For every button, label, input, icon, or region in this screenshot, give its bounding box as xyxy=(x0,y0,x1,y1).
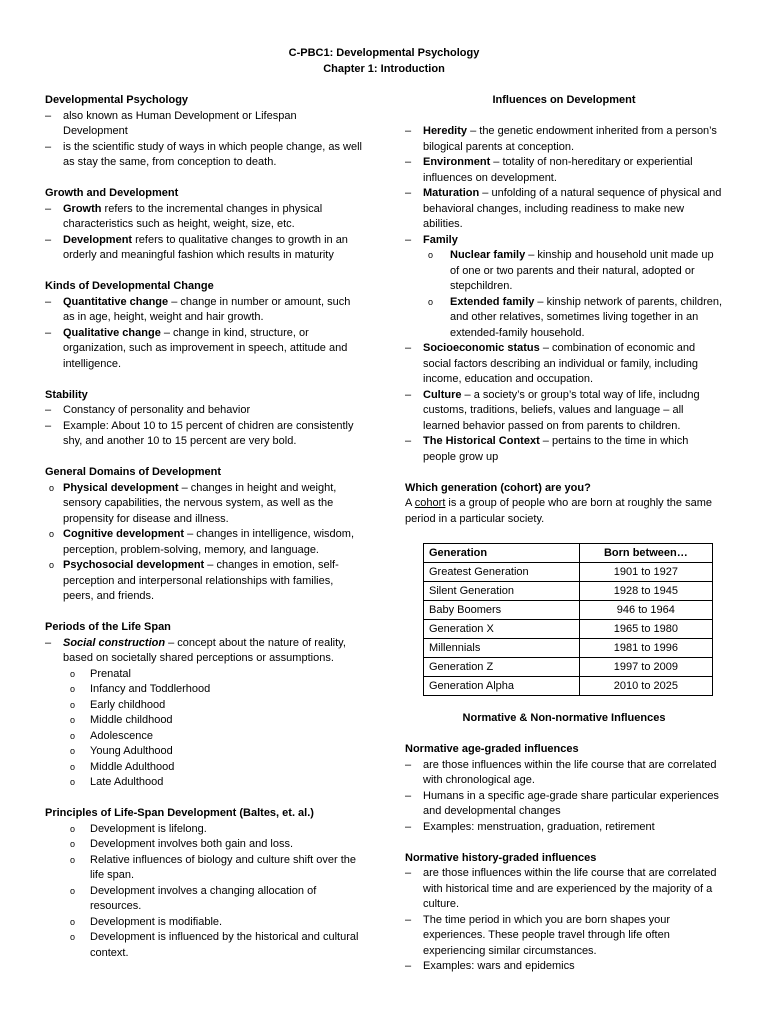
term: Culture xyxy=(423,388,462,401)
principle-item: o Development involves a changing allocation of resources. xyxy=(45,884,363,915)
section-cohort xyxy=(405,481,723,528)
table-header-row xyxy=(424,543,713,562)
cell-generation: Generation X xyxy=(424,619,580,638)
cohort-post: is a group of people who are born at roughly the same period in a particular society. xyxy=(405,497,712,525)
term: Extended family xyxy=(450,295,535,308)
section-developmental-psychology xyxy=(45,93,363,171)
definition: – changes in height and weight, sensory capabilities, the nervous system, as well as the propensity for disease and illness. xyxy=(63,481,337,525)
section-heading: Normative history-graded influences xyxy=(405,851,597,864)
definition: – unfolding of a natural sequence of physical and behavioral changes, including readiness to make new abilities. xyxy=(423,187,722,230)
list-item xyxy=(45,558,363,605)
table-row xyxy=(424,581,713,600)
principle-item: o Development is influenced by the historical and cultural context. xyxy=(45,930,363,961)
section-influences xyxy=(405,93,723,465)
cell-generation: Generation Z xyxy=(424,657,580,676)
list-item xyxy=(45,233,363,264)
section-history-graded xyxy=(405,851,723,975)
period-item: o Middle childhood xyxy=(45,713,363,729)
list-item xyxy=(45,527,363,558)
table-row xyxy=(424,600,713,619)
section-heading: Which generation (cohort) are you? xyxy=(405,481,591,494)
principle-item: o Development is modifiable. xyxy=(45,915,363,931)
definition: – changes in emotion, self-perception and interpersonal relationships with families, peers, and friends. xyxy=(63,559,339,602)
cell-years: 1997 to 2009 xyxy=(579,657,712,676)
definition: – totality of non-hereditary or experiential influences on development. xyxy=(423,156,693,184)
list-item xyxy=(405,155,723,186)
term: Qualitative change xyxy=(63,326,161,339)
term: Physical development xyxy=(63,481,179,494)
cell-years: 2010 to 2025 xyxy=(579,676,712,695)
cohort-term: cohort xyxy=(414,497,446,509)
term: Nuclear family xyxy=(450,249,526,261)
document-title: C-PBC1: Developmental Psychology xyxy=(288,47,480,59)
section-heading: Normative age-graded influences xyxy=(405,743,579,755)
list-item xyxy=(405,388,723,435)
definition: – pertains to the time in which people grow up xyxy=(423,435,689,463)
column-header: Born between… xyxy=(579,543,712,562)
section-heading: General Domains of Development xyxy=(45,466,222,478)
section-normative xyxy=(405,711,723,727)
section-domains xyxy=(45,465,363,605)
definition: refers to the incremental changes in physical characteristics such as height, weight, size, etc. xyxy=(63,202,323,230)
right-column xyxy=(405,93,723,990)
section-periods xyxy=(45,620,363,791)
term: Development xyxy=(63,233,133,246)
list-item: – are those influences within the life course that are correlated with chronological age. xyxy=(405,758,723,789)
table-row xyxy=(424,657,713,676)
list-item: – Examples: wars and epidemics xyxy=(405,959,723,975)
cell-generation: Greatest Generation xyxy=(424,562,580,581)
period-item: o Early childhood xyxy=(45,698,363,714)
generation-table xyxy=(423,543,713,696)
section-heading: Growth and Development xyxy=(45,187,179,199)
term: Socioeconomic status xyxy=(423,342,540,354)
list-item xyxy=(405,186,723,233)
list-item xyxy=(45,202,363,233)
term: Cognitive development xyxy=(63,528,185,540)
list-item xyxy=(45,295,363,326)
period-item: o Late Adulthood xyxy=(45,775,363,791)
definition: – combination of economic and social factors describing an individual or family, including income, education and occupation. xyxy=(423,342,698,385)
list-item xyxy=(45,636,363,667)
section-age-graded xyxy=(405,742,723,835)
cell-generation: Baby Boomers xyxy=(424,600,580,619)
definition: – the genetic endowment inherited from a person’s bilogical parents at conception. xyxy=(423,125,717,153)
family-subitem xyxy=(405,248,723,295)
table-row xyxy=(424,619,713,638)
list-item: – Example: About 10 to 15 percent of chidren are consistently shy, and another 10 to 15 percent are very bold. xyxy=(45,419,363,450)
table-row xyxy=(424,676,713,695)
definition: – change in kind, structure, or organization, such as improvement in speech, attitude and intelligence. xyxy=(63,326,348,370)
period-item: o Young Adulthood xyxy=(45,744,363,760)
list-item xyxy=(405,233,723,249)
list-item: – The time period in which you are born shapes your experiences. These people travel through life often experiencing similar circumstances. xyxy=(405,913,723,960)
period-item: o Middle Adulthood xyxy=(45,760,363,776)
cell-years: 1981 to 1996 xyxy=(579,638,712,657)
cell-generation: Millennials xyxy=(424,638,580,657)
list-item xyxy=(405,434,723,465)
section-kinds-of-change xyxy=(45,279,363,372)
definition: – kinship and household unit made up of one or two parents and their natural, adopted or stepchildren. xyxy=(450,249,714,292)
column-header: Generation xyxy=(424,543,580,562)
table-row xyxy=(424,638,713,657)
list-item xyxy=(45,481,363,528)
definition: – change in number or amount, such as in age, height, weight and hair growth. xyxy=(63,295,351,323)
term: Quantitative change xyxy=(63,295,169,308)
document-header xyxy=(0,46,768,77)
cell-generation: Silent Generation xyxy=(424,581,580,600)
period-item: o Adolescence xyxy=(45,729,363,745)
list-item: – also known as Human Development or Lifespan Development xyxy=(45,109,363,140)
cohort-definition xyxy=(405,496,723,527)
section-heading: Stability xyxy=(45,388,88,401)
section-heading: Kinds of Developmental Change xyxy=(45,280,214,292)
definition: – changes in intelligence, wisdom, perception, problem-solving, memory, and language. xyxy=(63,528,355,556)
principle-item: o Relative influences of biology and culture shift over the life span. xyxy=(45,853,363,884)
term: The Historical Context xyxy=(423,435,540,447)
section-heading: Developmental Psychology xyxy=(45,94,189,106)
period-item: o Prenatal xyxy=(45,667,363,683)
definition: – concept about the nature of reality, based on societally shared perceptions or assumptions. xyxy=(63,636,346,664)
list-item xyxy=(405,341,723,388)
list-item: – Humans in a specific age-grade share particular experiences and developmental changes xyxy=(405,789,723,820)
cell-years: 1928 to 1945 xyxy=(579,581,712,600)
principle-item: o Development involves both gain and loss. xyxy=(45,837,363,853)
cell-years: 1965 to 1980 xyxy=(579,619,712,638)
generation-table-wrap xyxy=(405,543,723,696)
term: Heredity xyxy=(423,125,468,137)
term: Social construction xyxy=(63,636,166,649)
list-item: – Examples: menstruation, graduation, retirement xyxy=(405,820,723,836)
family-subitem xyxy=(405,295,723,342)
list-item xyxy=(45,326,363,373)
definition: refers to qualitative changes to growth in an orderly and meaningful fashion which results in maturity xyxy=(63,233,348,261)
section-growth-development xyxy=(45,186,363,264)
term: Psychosocial development xyxy=(63,559,205,571)
term: Maturation xyxy=(423,187,480,199)
definition: – a society’s or group’s total way of life, includng customs, traditions, beliefs, values and language – all learned behavior passed on from parents to children. xyxy=(423,388,700,432)
cell-generation: Generation Alpha xyxy=(424,676,580,695)
section-heading: Periods of the Life Span xyxy=(45,621,171,633)
section-heading: Normative & Non-normative Influences xyxy=(462,712,666,724)
principle-item: o Development is lifelong. xyxy=(45,822,363,838)
table-row xyxy=(424,562,713,581)
term: Family xyxy=(423,233,458,246)
period-item: o Infancy and Toddlerhood xyxy=(45,682,363,698)
left-column xyxy=(45,93,363,977)
term: Environment xyxy=(423,156,491,168)
section-heading: Principles of Life-Span Development (Baltes, et. al.) xyxy=(45,807,314,819)
definition: – kinship network of parents, children, and other relatives, sometimes living together in an extended-family household. xyxy=(450,295,723,339)
list-item: – is the scientific study of ways in which people change, as well as stay the same, from conception to death. xyxy=(45,140,363,171)
chapter-title: Chapter 1: Introduction xyxy=(323,62,445,75)
list-item: – are those influences within the life course that are correlated with historical time and are experienced by the majority of a culture. xyxy=(405,866,723,913)
section-heading: Influences on Development xyxy=(492,94,636,106)
list-item xyxy=(405,124,723,155)
list-item: – Constancy of personality and behavior xyxy=(45,403,363,419)
section-stability xyxy=(45,388,363,450)
cell-years: 946 to 1964 xyxy=(579,600,712,619)
cell-years: 1901 to 1927 xyxy=(579,562,712,581)
section-principles xyxy=(45,806,363,961)
cohort-pre: A xyxy=(405,497,415,509)
term: Growth xyxy=(63,202,102,215)
